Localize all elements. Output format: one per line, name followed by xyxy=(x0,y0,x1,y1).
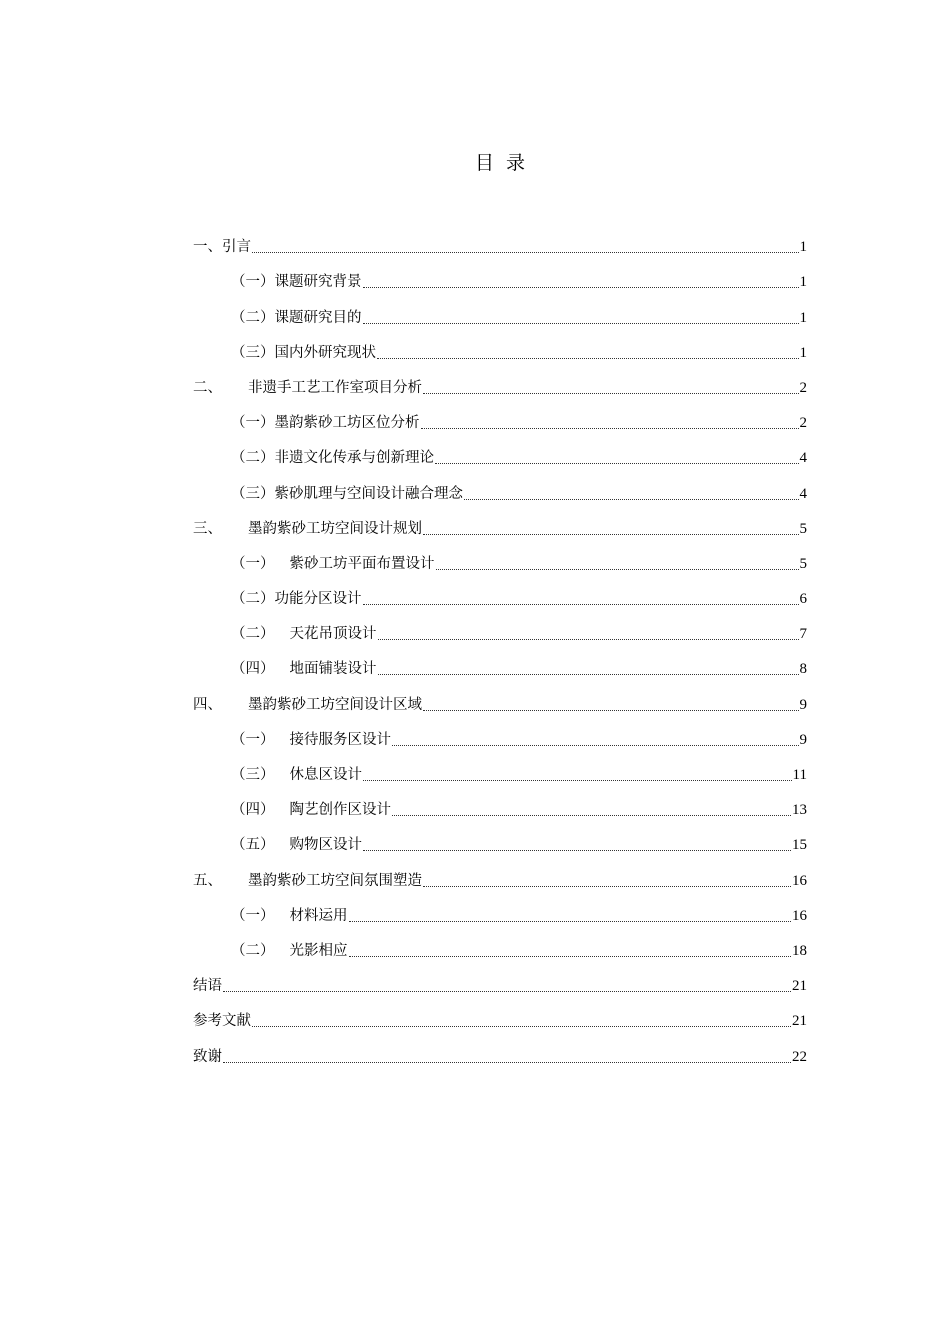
toc-page-number: 6 xyxy=(799,591,807,608)
toc-page-number: 2 xyxy=(799,379,807,396)
toc-dot-leader xyxy=(252,252,799,253)
toc-entry-label xyxy=(193,1047,222,1067)
toc-page-number: 1 xyxy=(799,239,807,256)
toc-dot-leader xyxy=(252,1026,791,1027)
toc-entry-number: （二） xyxy=(231,591,275,608)
toc-entry[interactable] xyxy=(193,574,807,609)
toc-entry-label xyxy=(193,519,422,539)
toc-page-number: 2 xyxy=(799,415,807,432)
toc-dot-leader xyxy=(423,886,791,887)
toc-page-number: 21 xyxy=(792,978,807,995)
toc-entry[interactable] xyxy=(193,328,807,363)
toc-entry-label xyxy=(231,659,377,679)
toc-dot-leader xyxy=(377,358,799,359)
toc-entry-number: （二） xyxy=(231,450,275,467)
toc-entry[interactable] xyxy=(193,996,807,1031)
toc-entry-label xyxy=(231,448,434,468)
toc-dot-leader xyxy=(349,921,792,922)
toc-entry-number: 五、 xyxy=(193,872,222,889)
toc-dot-leader xyxy=(363,780,792,781)
toc-entry[interactable] xyxy=(193,398,807,433)
toc-entry-label xyxy=(231,800,391,820)
toc-entry-text: 墨韵紫砂工坊空间设计区域 xyxy=(248,696,422,713)
toc-entry-label xyxy=(193,871,422,891)
toc-entry-text: 参考文献 xyxy=(193,1013,251,1030)
toc-entry[interactable] xyxy=(193,891,807,926)
toc-entry-number: （一） xyxy=(231,415,275,432)
toc-dot-leader xyxy=(363,287,799,288)
toc-entry-number: （一） xyxy=(231,555,275,572)
toc-entry-number: （一） xyxy=(231,274,275,291)
toc-entry[interactable] xyxy=(193,785,807,820)
toc-entry-label xyxy=(231,554,435,574)
toc-entry[interactable] xyxy=(193,504,807,539)
toc-page-number: 11 xyxy=(792,767,807,783)
toc-page-number: 1 xyxy=(799,274,807,291)
toc-entry-text: 国内外研究现状 xyxy=(274,344,376,361)
toc-entry[interactable] xyxy=(193,644,807,679)
toc-entry-label xyxy=(193,976,222,996)
toc-entry-number: （三） xyxy=(231,344,275,361)
toc-entry[interactable] xyxy=(193,961,807,996)
toc-page-number: 1 xyxy=(799,309,807,326)
toc-entry-number: 四、 xyxy=(193,696,222,713)
toc-entry-text: 墨韵紫砂工坊空间氛围塑造 xyxy=(248,872,422,889)
toc-entry-label xyxy=(231,730,391,750)
toc-dot-leader xyxy=(423,393,799,394)
toc-entry-text: 非遗手工艺工作室项目分析 xyxy=(248,379,422,396)
toc-entry[interactable] xyxy=(193,292,807,327)
toc-entry[interactable] xyxy=(193,750,807,785)
toc-entry-number: （二） xyxy=(231,626,275,643)
toc-entry-text: 购物区设计 xyxy=(289,837,362,854)
toc-entry-text: 天花吊顶设计 xyxy=(289,626,377,643)
toc-entry-text: 功能分区设计 xyxy=(274,591,362,608)
toc-entry[interactable] xyxy=(193,679,807,714)
toc-entry[interactable] xyxy=(193,715,807,750)
toc-entry[interactable] xyxy=(193,926,807,961)
toc-entry-text: 紫砂工坊平面布置设计 xyxy=(289,555,435,572)
toc-entry-number: （三） xyxy=(231,485,275,502)
toc-dot-leader xyxy=(378,674,799,675)
toc-page-number: 8 xyxy=(799,661,807,678)
toc-dot-leader xyxy=(435,463,799,464)
title-char-2: 录 xyxy=(506,152,526,174)
toc-entry-text: 光影相应 xyxy=(289,942,348,959)
toc-entry-text: 接待服务区设计 xyxy=(289,731,391,748)
toc-entry-number: （一） xyxy=(231,731,275,748)
toc-entry-text: 结语 xyxy=(193,978,222,995)
table-of-contents xyxy=(193,222,807,1067)
toc-page-number: 13 xyxy=(792,802,807,819)
toc-page-number: 21 xyxy=(792,1013,807,1030)
toc-dot-leader xyxy=(363,604,799,605)
toc-page-number: 9 xyxy=(799,731,807,748)
toc-dot-leader xyxy=(423,710,799,711)
toc-entry-label xyxy=(193,378,422,398)
toc-dot-leader xyxy=(423,534,799,535)
toc-entry[interactable] xyxy=(193,363,807,398)
toc-page-number: 7 xyxy=(799,626,807,643)
toc-entry-label xyxy=(193,695,422,715)
toc-dot-leader xyxy=(392,815,791,816)
toc-entry-label xyxy=(193,237,251,257)
toc-dot-leader xyxy=(436,569,799,570)
toc-entry-label xyxy=(231,413,420,433)
toc-entry-text: 课题研究目的 xyxy=(274,309,362,326)
toc-dot-leader xyxy=(378,639,799,640)
toc-entry[interactable] xyxy=(193,433,807,468)
toc-entry-label xyxy=(231,589,362,609)
toc-entry-label xyxy=(231,308,362,328)
toc-entry-text: 墨韵紫砂工坊区位分析 xyxy=(274,415,420,432)
toc-entry[interactable] xyxy=(193,468,807,503)
toc-entry-label xyxy=(231,624,377,644)
toc-page-number: 9 xyxy=(799,696,807,713)
toc-page-number: 5 xyxy=(799,520,807,537)
toc-dot-leader xyxy=(223,1062,791,1063)
toc-entry[interactable] xyxy=(193,855,807,890)
toc-entry-number: 三、 xyxy=(193,520,222,537)
toc-dot-leader xyxy=(464,499,799,500)
toc-entry-text: 致谢 xyxy=(193,1048,222,1065)
toc-page-number: 5 xyxy=(799,555,807,572)
toc-entry-number: （二） xyxy=(231,309,275,326)
toc-entry-text: 墨韵紫砂工坊空间设计规划 xyxy=(248,520,422,537)
toc-entry-label xyxy=(231,484,463,504)
toc-entry-label xyxy=(231,835,362,855)
toc-entry[interactable] xyxy=(193,222,807,257)
toc-entry-text: 休息区设计 xyxy=(289,767,362,783)
toc-dot-leader xyxy=(363,323,799,324)
toc-page-number: 18 xyxy=(792,942,807,959)
toc-dot-leader xyxy=(223,991,791,992)
toc-entry-label xyxy=(231,906,348,926)
toc-entry[interactable] xyxy=(193,1031,807,1066)
toc-page-number: 4 xyxy=(799,485,807,502)
toc-dot-leader xyxy=(363,850,791,851)
toc-entry-text: 陶艺创作区设计 xyxy=(289,802,391,819)
toc-entry-number: 一、 xyxy=(193,239,222,256)
toc-entry-label xyxy=(231,343,376,363)
toc-entry-number: （一） xyxy=(231,907,275,924)
toc-entry-label xyxy=(231,272,362,292)
toc-entry-text: 地面铺装设计 xyxy=(289,661,377,678)
toc-dot-leader xyxy=(421,428,799,429)
toc-page-number: 4 xyxy=(799,450,807,467)
toc-entry-label xyxy=(231,765,362,785)
toc-page-number: 1 xyxy=(799,344,807,361)
toc-entry-text: 引言 xyxy=(222,239,251,256)
toc-entry-text: 非遗文化传承与创新理论 xyxy=(274,450,434,467)
toc-entry-label xyxy=(193,1011,251,1031)
toc-dot-leader xyxy=(392,745,799,746)
page-title xyxy=(0,150,950,176)
toc-entry[interactable] xyxy=(193,609,807,644)
toc-entry[interactable] xyxy=(193,257,807,292)
title-char-1: 目 xyxy=(474,152,494,174)
toc-page-number: 16 xyxy=(792,907,807,924)
toc-entry-label xyxy=(231,941,348,961)
toc-entry-number: 二、 xyxy=(193,379,222,396)
toc-page-number: 16 xyxy=(792,872,807,889)
toc-entry[interactable] xyxy=(193,820,807,855)
toc-entry-number: （五） xyxy=(231,837,275,854)
toc-entry-number: （三） xyxy=(231,767,275,783)
toc-entry-text: 课题研究背景 xyxy=(274,274,362,291)
toc-entry-number: （四） xyxy=(231,802,275,819)
toc-page-number: 15 xyxy=(792,837,807,854)
toc-entry-number: （二） xyxy=(231,942,275,959)
toc-entry-text: 紫砂肌理与空间设计融合理念 xyxy=(274,485,463,502)
toc-entry-text: 材料运用 xyxy=(289,907,348,924)
toc-page-number: 22 xyxy=(792,1048,807,1065)
toc-dot-leader xyxy=(349,956,792,957)
toc-entry-number: （四） xyxy=(231,661,275,678)
toc-entry[interactable] xyxy=(193,539,807,574)
